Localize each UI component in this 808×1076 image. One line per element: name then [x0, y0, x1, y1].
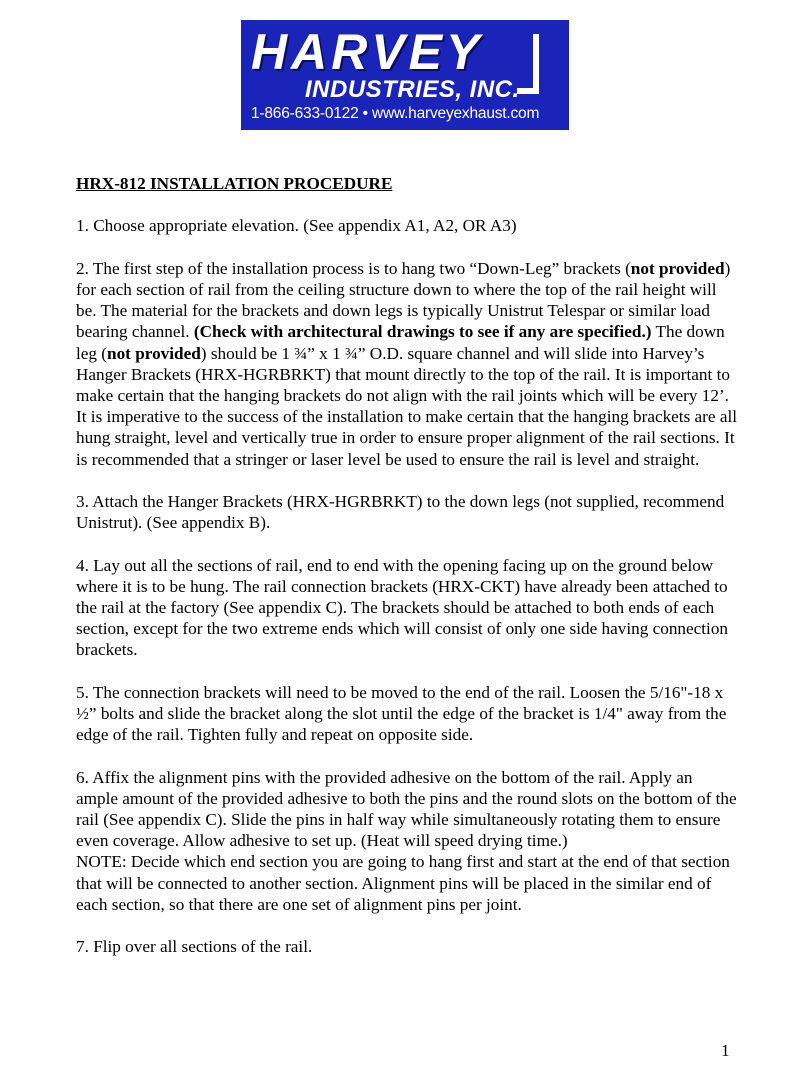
step-2-bold-not-provided: not provided: [630, 258, 725, 278]
logo-subtitle: INDUSTRIES, INC.: [305, 76, 520, 103]
note: NOTE: Decide which end section you are going to hang first and start at the end of that section that will be connected to another section. Alignment pins will be placed in the similar end of each section, so that there are one set of alignment pins per joint.: [76, 852, 730, 914]
page-number: 1: [721, 1041, 730, 1060]
logo-name: HARVEY: [251, 24, 484, 80]
step-6: 6. Affix the alignment pins with the provided adhesive on the bottom of the rail. Apply an ample amount of the provided adhesive to both the pins and the round slots on the bottom of the rail (See appendix C). Slide the pins in half way while simultaneously rotating them to ensure even coverage. Allow adhesive to set up. (Heat will speed drying time.): [76, 767, 737, 851]
company-logo: [241, 20, 569, 130]
step-2-text-g: ) should be 1 ¾” x 1 ¾” O.D. square channel and will slide into Harvey’s Hanger Brackets (HRX-HGRBRKT) that mount directly to the top of the rail. It is important to make certain that the hanging brackets do not align with the rail joints which will be every 12’. It is imperative to the success of the installation to make certain that the hanging brackets are all hung straight, level and vertically true in order to ensure proper alignment of the rail sections. It is recommended that a stringer or laser level be used to ensure the rail is level and straight.: [76, 343, 738, 469]
step-3: 3. Attach the Hanger Brackets (HRX-HGRBRKT) to the down legs (not supplied, recommend Unistrut). (See appendix B).: [76, 492, 725, 533]
document-body: [76, 173, 738, 979]
step-2-bold-check-drawings: (Check with architectural drawings to see if any are specified.): [193, 322, 652, 342]
step-2-text-a: 2. The first step of the installation process is to hang two “Down-Leg” brackets (: [76, 258, 631, 278]
logo-contact: 1-866-633-0122 • www.harveyexhaust.com: [251, 105, 540, 122]
step-2: [76, 258, 738, 470]
step-5: 5. The connection brackets will need to be moved to the end of the rail. Loosen the 5/16"-18 x ½” bolts and slide the bracket along the slot until the edge of the bracket is 1/4" away from the edge of the rail. Tighten fully and repeat on opposite side.: [76, 682, 727, 745]
step-7: 7. Flip over all sections of the rail.: [76, 937, 313, 957]
step-2-text-e: The down leg (: [76, 322, 725, 363]
logo-hook-decoration: [533, 34, 539, 94]
logo-hook-decoration-base: [517, 88, 539, 94]
step-4: 4. Lay out all the sections of rail, end to end with the opening facing up on the ground below where it is to be hung. The rail connection brackets (HRX-CKT) have already been attached to the rail at the factory (See appendix C). The brackets should be attached to both ends of each section, except for the two extreme ends which will consist of only one side having connection brackets.: [76, 555, 729, 660]
document-title: HRX-812 INSTALLATION PROCEDURE: [76, 174, 393, 193]
step-1: 1. Choose appropriate elevation. (See appendix A1, A2, OR A3): [76, 216, 517, 236]
step-2-bold-not-provided-2: not provided: [107, 343, 201, 363]
step-2-text-c: ) for each section of rail from the ceiling structure down to where the top of the rail height will be. The material for the brackets and down legs is typically Unistrut Telespar or similar load bearing channel.: [76, 258, 731, 342]
